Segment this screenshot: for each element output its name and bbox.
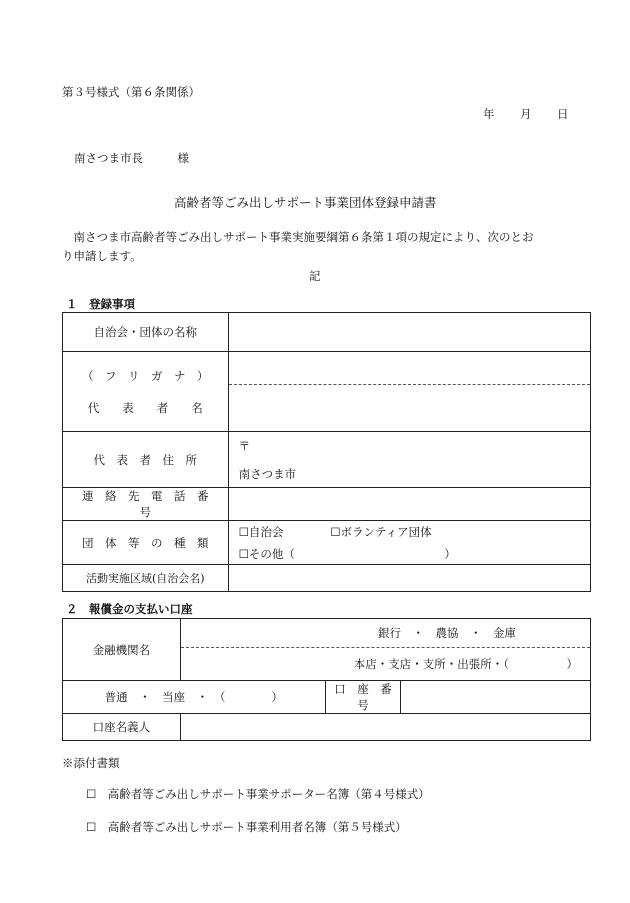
bank-field-cell — [180, 619, 590, 681]
body-text-line-2: り申請します。 — [62, 249, 142, 263]
account-number-label: 口 座 番 号 — [325, 681, 401, 714]
section2-heading: ２ 報償金の支払い口座 — [66, 602, 193, 616]
bank-label: 金融機関名 — [63, 619, 181, 681]
area-field[interactable] — [228, 565, 590, 592]
branch-types[interactable]: 本店・支店・支所・出張所・（ ） — [181, 647, 590, 680]
attachment-item-1[interactable]: ☐ 高齢者等ごみ出しサポート事業サポーター名簿（第４号様式） — [86, 787, 430, 801]
org-name-field[interactable] — [228, 313, 590, 352]
form-number: 第３号様式（第６条関係） — [62, 85, 200, 99]
holder-field[interactable] — [180, 714, 590, 741]
city-text: 南さつま市 — [238, 466, 297, 481]
option-other[interactable]: ☐その他（ ） — [238, 546, 456, 561]
bank-table — [62, 618, 591, 741]
ki-label: 記 — [309, 269, 321, 283]
rep-name-field-cell — [228, 352, 590, 432]
option-jichikai[interactable]: ☐自治会 — [238, 524, 284, 539]
section1-heading: １ 登録事項 — [66, 297, 135, 311]
rep-address-label: 代 表 者 住 所 — [63, 432, 229, 488]
furigana-field[interactable] — [229, 352, 590, 384]
addressee: 南さつま市長 様 — [74, 151, 189, 165]
date-day: 日 — [557, 107, 569, 121]
phone-label: 連 絡 先 電 話 番 号 — [63, 488, 229, 521]
account-type[interactable]: 普通 ・ 当座 ・ （ ） — [63, 681, 326, 714]
rep-address-field[interactable] — [228, 432, 590, 488]
document-title: 高齢者等ごみ出しサポート事業団体登録申請書 — [174, 195, 437, 210]
attachment-item-2[interactable]: ☐ 高齢者等ごみ出しサポート事業利用者名簿（第５号様式） — [86, 820, 407, 834]
attachments-heading: ※添付書類 — [62, 756, 120, 770]
org-name-label: 自治会・団体の名称 — [63, 313, 229, 352]
bank-types[interactable]: 銀行 ・ 農協 ・ 金庫 — [378, 626, 516, 640]
body-text-line-1: 南さつま市高齢者等ごみ出しサポート事業実施要綱第６条第１項の規定により、次のとお — [62, 230, 534, 244]
area-label: 活動実施区域(自治会名) — [63, 565, 229, 592]
org-type-label: 団 体 等 の 種 類 — [63, 521, 229, 565]
phone-field[interactable] — [228, 488, 590, 521]
org-type-options — [228, 521, 590, 565]
date-month: 月 — [520, 107, 532, 121]
postal-mark: 〒 — [238, 438, 251, 453]
representative-field[interactable] — [229, 384, 590, 431]
date-year: 年 — [483, 107, 495, 121]
registration-table — [62, 312, 591, 592]
furigana-label: （ フ リ ガ ナ ） — [82, 368, 209, 383]
representative-label: 代 表 者 名 — [87, 400, 203, 415]
option-volunteer[interactable]: ☐ボランティア団体 — [330, 524, 432, 539]
rep-name-label-cell — [63, 352, 229, 432]
holder-label: 口座名義人 — [63, 714, 181, 741]
account-number-field[interactable] — [401, 681, 591, 714]
